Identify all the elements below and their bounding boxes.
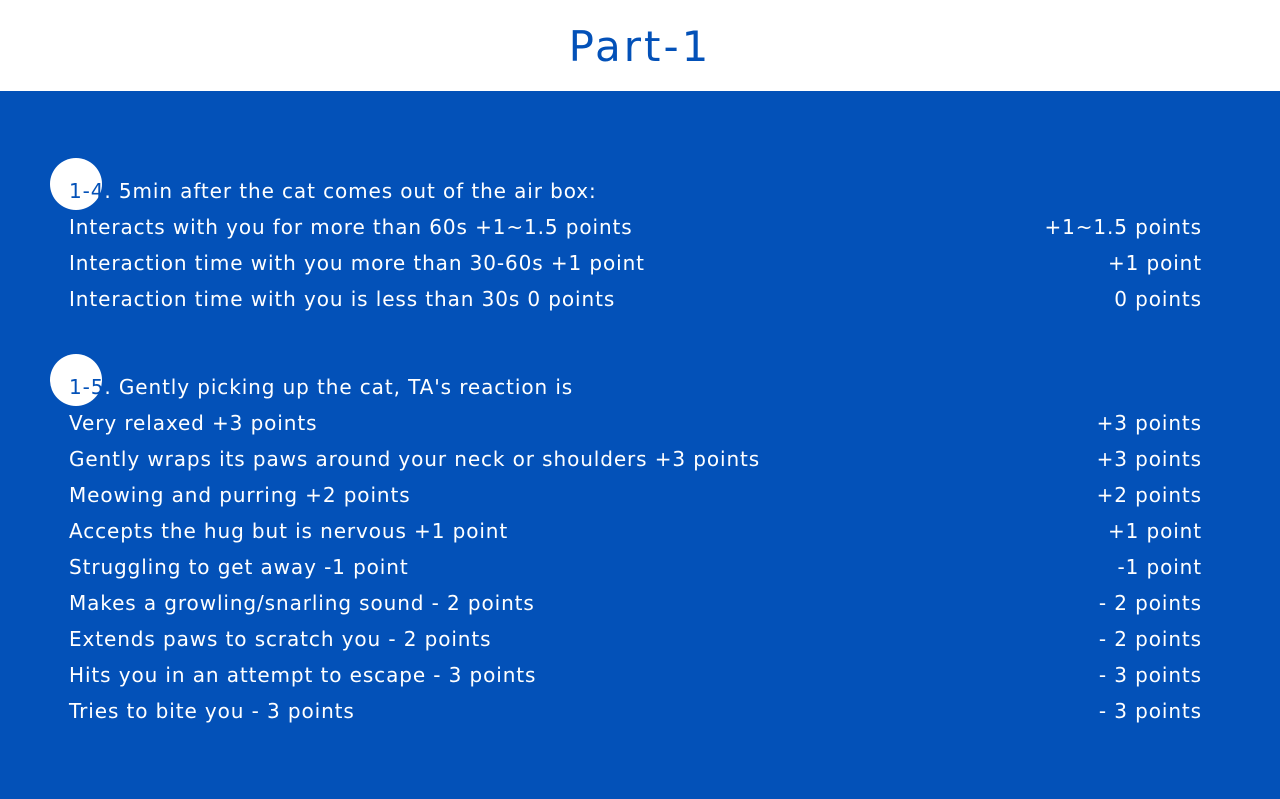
item-label: Hits you in an attempt to escape - 3 points — [69, 663, 537, 687]
item-value: - 2 points — [1098, 591, 1202, 615]
list-item — [69, 405, 1202, 441]
item-label: Makes a growling/snarling sound - 2 points — [69, 591, 535, 615]
item-value: +1 point — [1107, 251, 1202, 275]
list-item — [69, 585, 1202, 621]
item-value: -1 point — [1117, 555, 1202, 579]
section-number: 1-5 — [69, 375, 105, 399]
list-item — [69, 693, 1202, 729]
item-value: 0 points — [1114, 287, 1202, 311]
list-item — [69, 441, 1202, 477]
item-value: +1 point — [1107, 519, 1202, 543]
section-number: 1-4 — [69, 179, 105, 203]
list-item — [69, 513, 1202, 549]
item-value: - 3 points — [1098, 699, 1202, 723]
item-label: Interaction time with you is less than 30s 0 points — [69, 287, 616, 311]
list-item — [69, 245, 1202, 281]
item-label: Extends paws to scratch you - 2 points — [69, 627, 492, 651]
section-heading — [69, 369, 1202, 405]
item-value: - 2 points — [1098, 627, 1202, 651]
item-label: Interaction time with you more than 30-60s +1 point — [69, 251, 645, 275]
item-value: +2 points — [1096, 483, 1202, 507]
item-label: Tries to bite you - 3 points — [69, 699, 355, 723]
item-value: +3 points — [1096, 447, 1202, 471]
item-label: Meowing and purring +2 points — [69, 483, 411, 507]
list-item — [69, 209, 1202, 245]
list-item — [69, 549, 1202, 585]
item-value: +3 points — [1096, 411, 1202, 435]
section-heading-text: . Gently picking up the cat, TA's reaction is — [104, 375, 574, 399]
item-label: Struggling to get away -1 point — [69, 555, 409, 579]
page-title: Part-1 — [568, 22, 712, 71]
item-label: Very relaxed +3 points — [69, 411, 318, 435]
section-heading — [69, 173, 1202, 209]
item-label: Gently wraps its paws around your neck or shoulders +3 points — [69, 447, 761, 471]
list-item — [69, 621, 1202, 657]
item-value: - 3 points — [1098, 663, 1202, 687]
list-item — [69, 657, 1202, 693]
item-label: Accepts the hug but is nervous +1 point — [69, 519, 509, 543]
item-value: +1~1.5 points — [1044, 215, 1202, 239]
list-item — [69, 281, 1202, 317]
content-panel — [0, 91, 1280, 799]
item-label: Interacts with you for more than 60s +1~1.5 points — [69, 215, 633, 239]
section-heading-text: . 5min after the cat comes out of the air box: — [104, 179, 597, 203]
list-item — [69, 477, 1202, 513]
page-header — [0, 0, 1280, 91]
